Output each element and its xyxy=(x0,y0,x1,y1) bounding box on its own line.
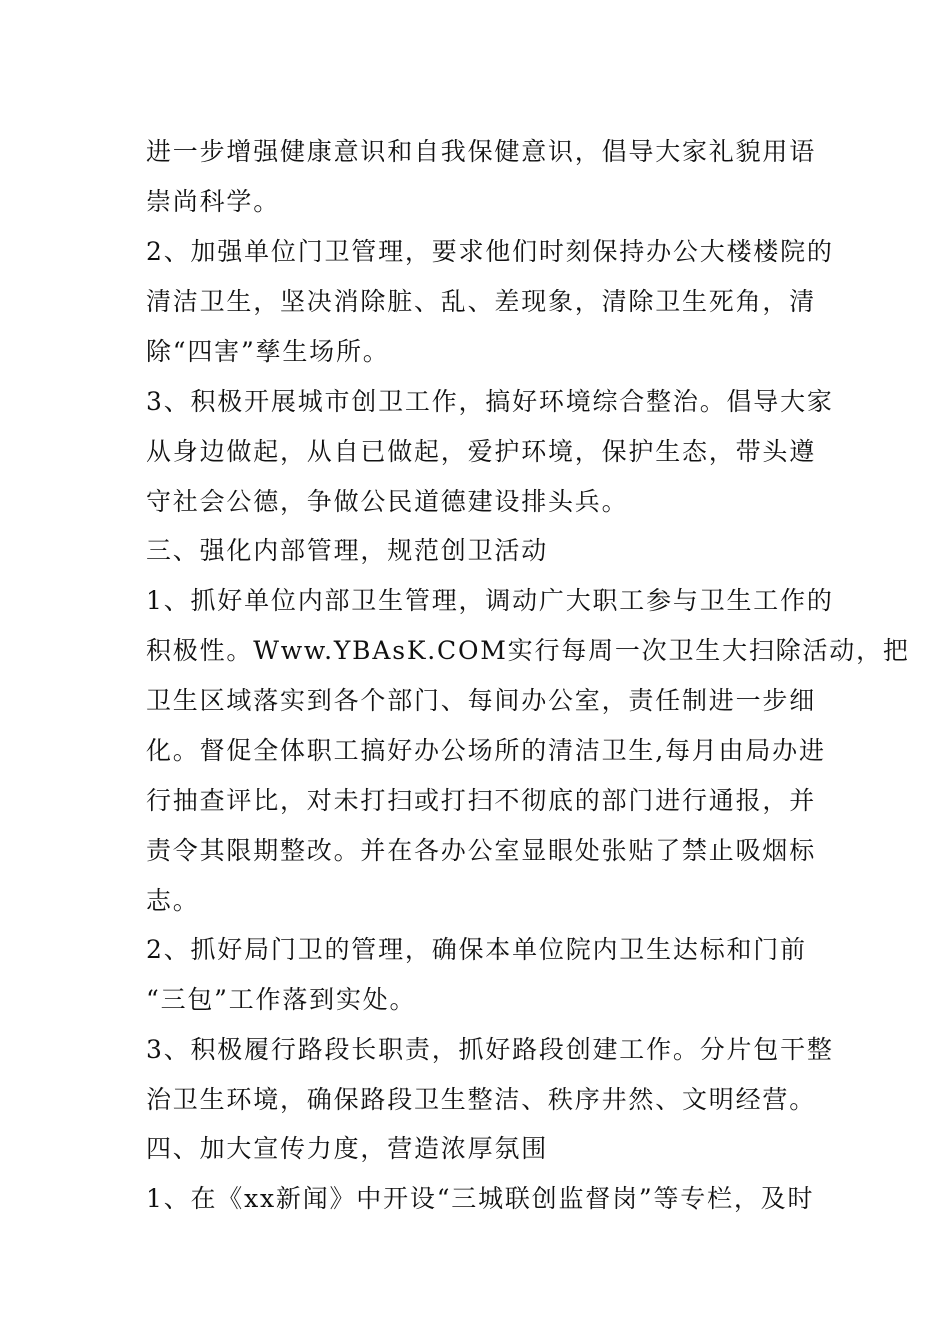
text-line: 行抽查评比，对未打扫或打扫不彻底的部门进行通报，并 xyxy=(146,786,817,815)
text-line: 积极性。Www.YBAsK.COM实行每周一次卫生大扫除活动，把 xyxy=(146,636,910,665)
text-line: 责令其限期整改。并在各办公室显眼处张贴了禁止吸烟标 xyxy=(146,836,817,865)
text-line: 2、加强单位门卫管理，要求他们时刻保持办公大楼楼院的 xyxy=(146,237,834,266)
text-line: 3、积极开展城市创卫工作，搞好环境综合整治。倡导大家 xyxy=(146,387,834,416)
text-line: 治卫生环境，确保路段卫生整洁、秩序井然、文明经营。 xyxy=(146,1085,817,1114)
text-line: 志。 xyxy=(146,886,200,915)
text-line: 进一步增强健康意识和自我保健意识，倡导大家礼貌用语 xyxy=(146,137,817,166)
text-line: 1、在《xx新闻》中开设“三城联创监督岗”等专栏，及时 xyxy=(146,1184,815,1213)
text-line: 化。督促全体职工搞好办公场所的清洁卫生,每月由局办进 xyxy=(146,736,826,765)
section-heading: 四、加大宣传力度，营造浓厚氛围 xyxy=(146,1134,549,1163)
text-line: 卫生区域落实到各个部门、每间办公室，责任制进一步细 xyxy=(146,686,817,715)
text-line: 崇尚科学。 xyxy=(146,187,281,216)
text-line: “三包”工作落到实处。 xyxy=(146,985,417,1014)
text-line: 除“四害”孳生场所。 xyxy=(146,337,390,366)
text-line: 1、抓好单位内部卫生管理，调动广大职工参与卫生工作的 xyxy=(146,586,834,615)
text-line: 2、抓好局门卫的管理，确保本单位院内卫生达标和门前 xyxy=(146,935,807,964)
text-line: 守社会公德，争做公民道德建设排头兵。 xyxy=(146,487,629,516)
section-heading: 三、强化内部管理，规范创卫活动 xyxy=(146,536,549,565)
text-line: 从身边做起，从自已做起，爱护环境，保护生态，带头遵 xyxy=(146,437,817,466)
text-line: 3、积极履行路段长职责，抓好路段创建工作。分片包干整 xyxy=(146,1035,834,1064)
text-line: 清洁卫生，坚决消除脏、乱、差现象，清除卫生死角，清 xyxy=(146,287,817,316)
